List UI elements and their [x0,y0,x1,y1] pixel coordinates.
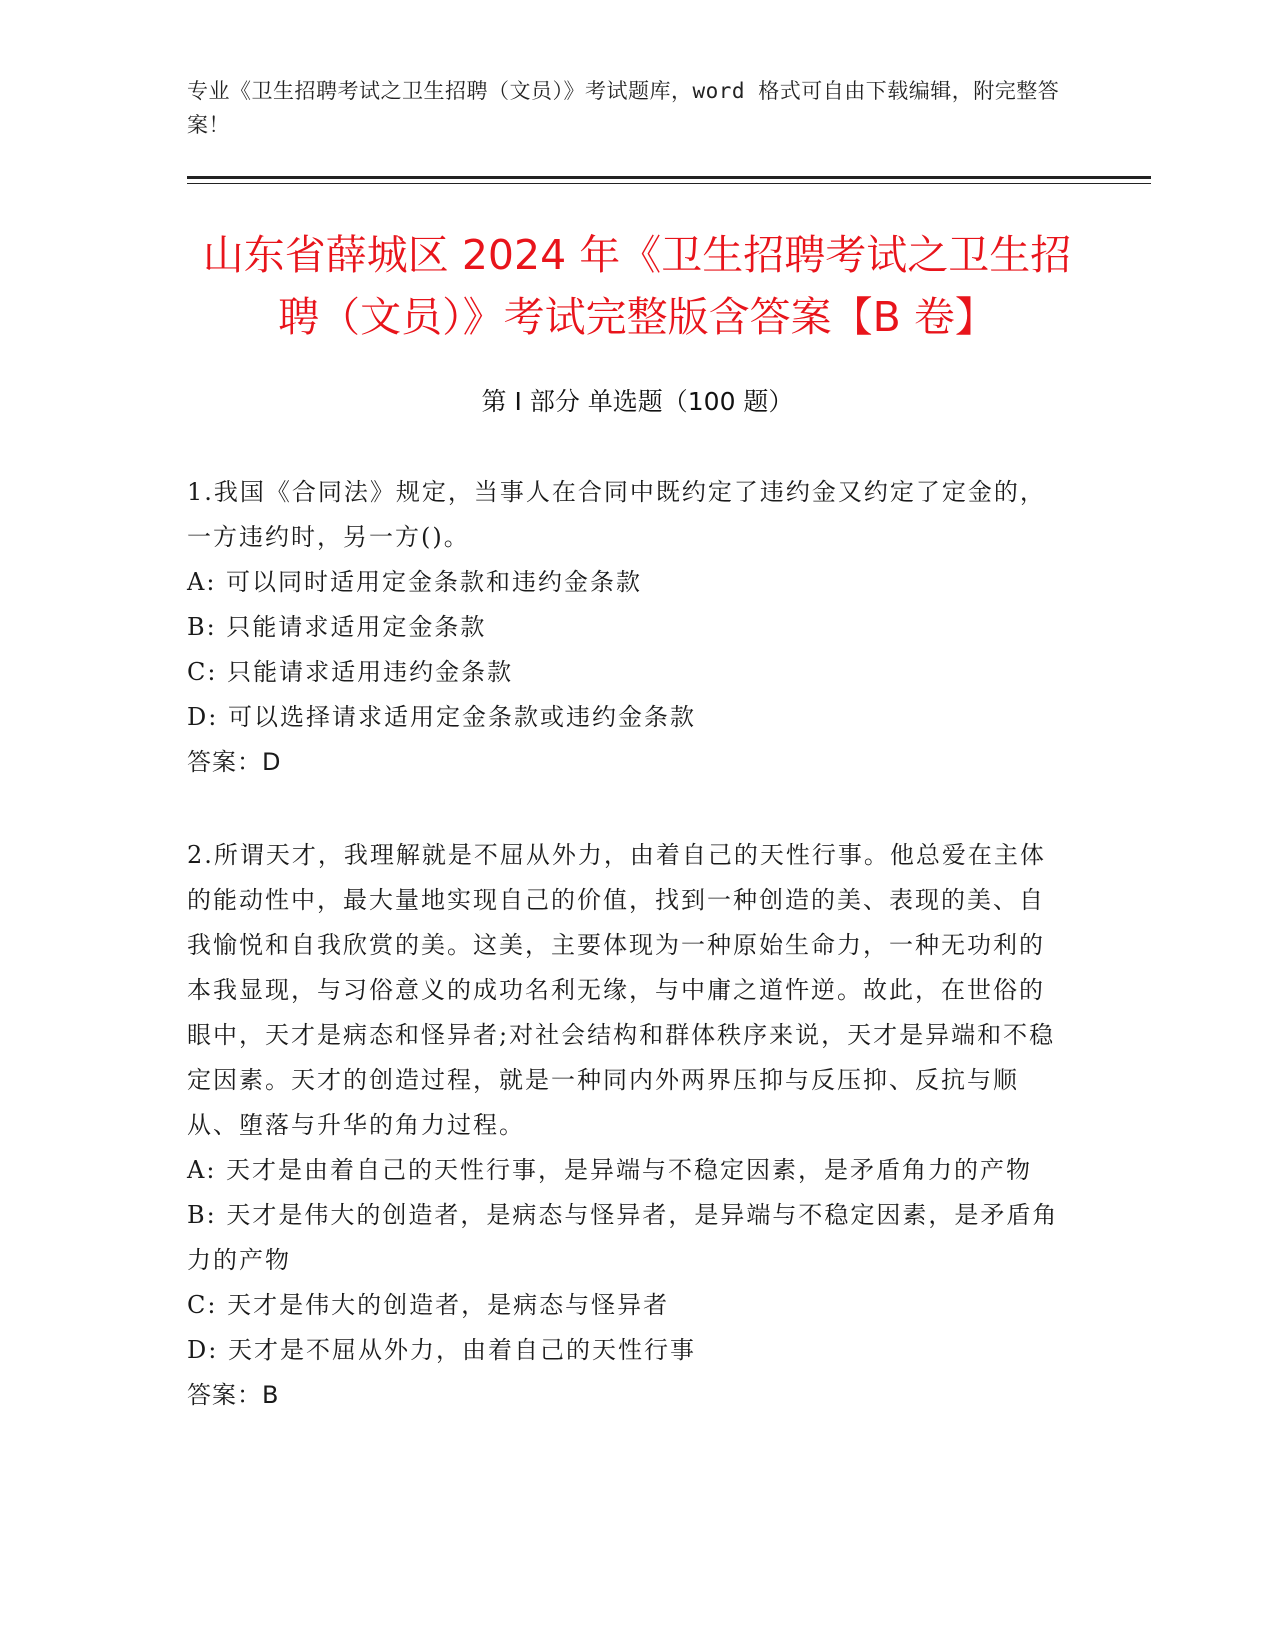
document-title: 山东省薛城区 2024 年《卫生招聘考试之卫生招聘（文员）》考试完整版含答案【B 卷】 [202,231,1072,341]
option-b: B: 只能请求适用定金条款 [187,613,487,641]
option-c: C: 天才是伟大的创造者，是病态与怪异者 [187,1291,670,1319]
option-b: B: 天才是伟大的创造者，是病态与怪异者，是异端与不稳定因素，是矛盾角力的产物 [187,1201,1059,1274]
option-a: A: 天才是由着自己的天性行事，是异端与不稳定因素，是矛盾角力的产物 [187,1156,1033,1184]
question-1 [187,470,1067,785]
header-note: 专业《卫生招聘考试之卫生招聘（文员）》考试题库，word 格式可自由下载编辑，附完整答案！ [187,79,1060,137]
answer: 答案：D [187,748,282,776]
question-stem: 2.所谓天才，我理解就是不屈从外力，由着自己的天性行事。他总爱在主体的能动性中，最大量地实现自己的价值，找到一种创造的美、表现的美、自我愉悦和自我欣赏的美。这美，主要体现为一种原始生命力，一种无功利的本我显现，与习俗意义的成功名利无缘，与中庸之道忤逆。故此，在世俗的眼中，天才是病态和怪异者;对社会结构和群体秩序来说，天才是异端和不稳定因素。天才的创造过程，就是一种同内外两界压抑与反压抑、反抗与顺从、堕落与升华的角力过程。 [187,841,1056,1139]
option-d: D: 天才是不屈从外力，由着自己的天性行事 [187,1336,696,1364]
option-c: C: 只能请求适用违约金条款 [187,658,514,686]
question-stem: 1.我国《合同法》规定，当事人在合同中既约定了违约金又约定了定金的，一方违约时，另一方()。 [187,478,1046,551]
section-title: 第 I 部分 单选题（100 题） [481,387,794,416]
question-2 [187,833,1067,1418]
answer: 答案：B [187,1381,280,1409]
header-divider-thin [187,183,1151,184]
option-a: A: 可以同时适用定金条款和违约金条款 [187,568,643,596]
header-divider-thick [187,176,1151,179]
option-d: D: 可以选择请求适用定金条款或违约金条款 [187,703,696,731]
